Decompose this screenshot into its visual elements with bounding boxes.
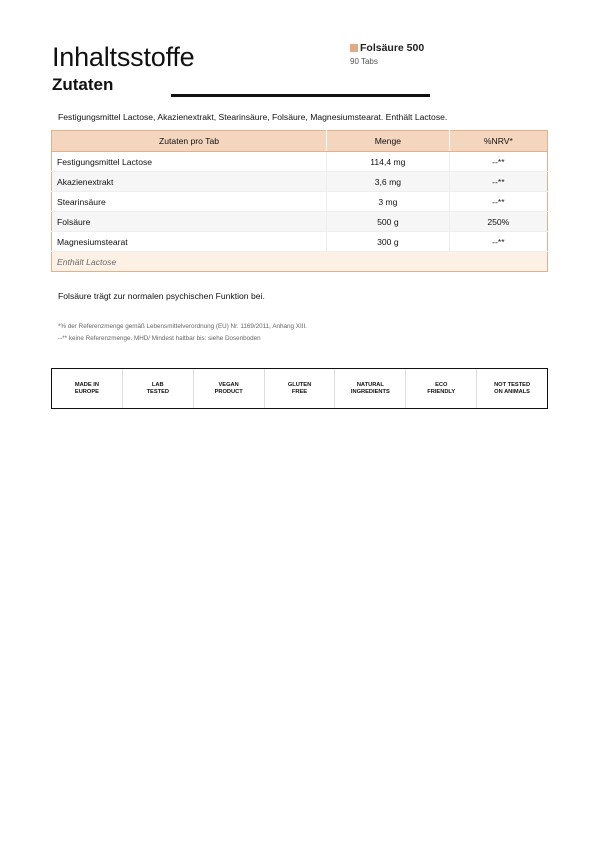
table-row	[52, 152, 548, 172]
nutrition-table	[51, 130, 548, 272]
row-amount: 500 g	[327, 212, 450, 232]
quality-badges	[51, 368, 548, 409]
table-row	[52, 212, 548, 232]
row-nrv: --**	[449, 172, 547, 192]
footnote-no-reference: --** keine Referenzmenge. MHD/ Mindest haltbar bis: siehe Dosenboden	[58, 335, 261, 342]
page-title: Inhaltsstoffe	[52, 42, 195, 72]
row-nrv: --**	[449, 192, 547, 212]
product-name-row	[350, 42, 424, 54]
page-subtitle: Zutaten	[52, 75, 114, 94]
product-name: Folsäure 500	[360, 42, 425, 54]
row-amount: 114,4 mg	[327, 152, 450, 172]
row-nrv: --**	[449, 152, 547, 172]
allergen-note: Enthält Lactose	[52, 252, 548, 272]
title-divider	[171, 94, 430, 97]
row-amount: 3 mg	[327, 192, 450, 212]
row-ingredient: Festigungsmittel Lactose	[52, 152, 327, 172]
table-row	[52, 172, 548, 192]
header-nrv: %NRV*	[449, 131, 547, 152]
product-info	[350, 42, 424, 66]
table-header-row	[52, 131, 548, 152]
table-note-row	[52, 252, 548, 272]
badge-vegan-product: VEGAN PRODUCT	[193, 369, 264, 408]
badge-natural-ingredients: NATURAL INGREDIENTS	[334, 369, 405, 408]
row-amount: 3,6 mg	[327, 172, 450, 192]
header-ingredient: Zutaten pro Tab	[52, 131, 327, 152]
row-ingredient: Akazienextrakt	[52, 172, 327, 192]
footnote-nrv: *% der Referenzmenge gemäß Lebensmittelverordnung (EU) Nr. 1169/2011, Anhang XIII.	[58, 323, 307, 330]
badge-eco-friendly: ECO FRIENDLY	[405, 369, 476, 408]
row-nrv: 250%	[449, 212, 547, 232]
badge-made-in-europe: MADE IN EUROPE	[74, 381, 99, 395]
table-row	[52, 232, 548, 252]
table-row	[52, 192, 548, 212]
product-color-swatch	[350, 44, 358, 52]
row-ingredient: Magnesiumstearat	[52, 232, 327, 252]
badge-not-tested-on-animals: NOT TESTED ON ANIMALS	[476, 369, 547, 408]
badge-lab-tested: LAB TESTED	[122, 369, 193, 408]
header-amount: Menge	[327, 131, 450, 152]
row-ingredient: Stearinsäure	[52, 192, 327, 212]
row-ingredient: Folsäure	[52, 212, 327, 232]
row-nrv: --**	[449, 232, 547, 252]
product-size: 90 Tabs	[350, 57, 378, 66]
health-claim: Folsäure trägt zur normalen psychischen Funktion bei.	[58, 291, 265, 301]
ingredients-list: Festigungsmittel Lactose, Akazienextrakt, Stearinsäure, Folsäure, Magnesiumstearat. Enthält Lactose.	[58, 112, 448, 122]
badge-gluten-free: GLUTEN FREE	[264, 369, 335, 408]
row-amount: 300 g	[327, 232, 450, 252]
